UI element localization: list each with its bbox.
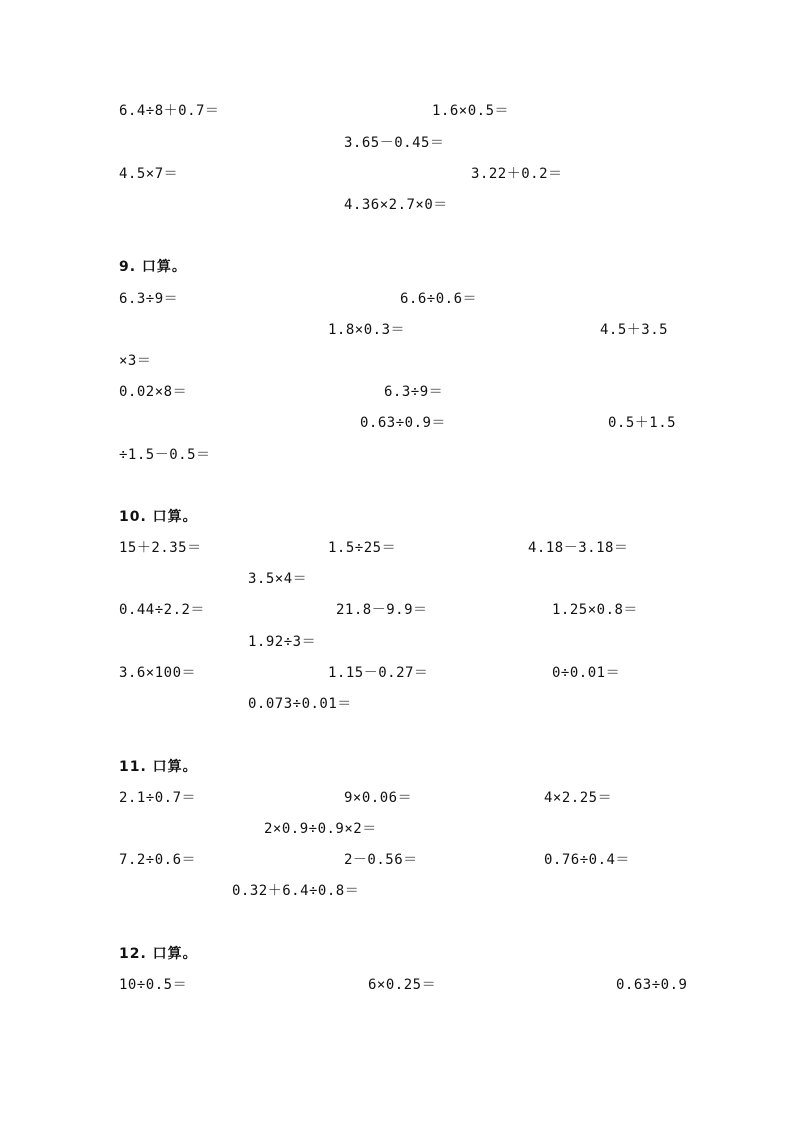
problem: 4×2.25＝: [544, 790, 613, 806]
problem: 15＋2.35＝: [119, 540, 202, 556]
problem: 6×0.25＝: [368, 977, 437, 993]
problem: 2－0.56＝: [344, 852, 418, 868]
problem: 0.32＋6.4÷0.8＝: [232, 883, 360, 899]
problem: 3.6×100＝: [119, 665, 197, 681]
problem: 1.92÷3＝: [248, 634, 317, 650]
section-heading: 11. 口算。: [119, 759, 198, 775]
problem: 0.5＋1.5: [608, 415, 677, 431]
section-heading: 10. 口算。: [119, 509, 198, 525]
problem: 4.36×2.7×0＝: [344, 197, 448, 213]
problem: 0.44÷2.2＝: [119, 602, 205, 618]
problem: 0.073÷0.01＝: [248, 696, 352, 712]
problem: 4.5×7＝: [119, 166, 179, 182]
problem: 6.3÷9＝: [384, 384, 444, 400]
problem: 0÷0.01＝: [552, 665, 621, 681]
problem: 0.02×8＝: [119, 384, 188, 400]
problem: 6.3÷9＝: [119, 291, 179, 307]
problem: 4.5＋3.5: [600, 322, 669, 338]
section-heading: 12. 口算。: [119, 946, 198, 962]
problem: 7.2÷0.6＝: [119, 852, 197, 868]
problem: 0.76÷0.4＝: [544, 852, 630, 868]
problem: 6.6÷0.6＝: [400, 291, 478, 307]
problem: 1.5÷25＝: [328, 540, 397, 556]
problem: 4.18－3.18＝: [528, 540, 629, 556]
problem: 6.4÷8＋0.7＝: [119, 103, 220, 119]
section-heading: 9. 口算。: [119, 259, 187, 275]
problem: 1.6×0.5＝: [432, 103, 510, 119]
problem: 2×0.9÷0.9×2＝: [264, 821, 377, 837]
problem: 1.15－0.27＝: [328, 665, 429, 681]
problem: 1.8×0.3＝: [328, 322, 406, 338]
problem: ÷1.5－0.5＝: [119, 447, 211, 463]
problem: 0.63÷0.9: [616, 977, 688, 993]
problem: 0.63÷0.9＝: [360, 415, 446, 431]
problem: 3.22＋0.2＝: [471, 166, 563, 182]
problem: ×3＝: [119, 353, 152, 369]
problem: 3.5×4＝: [248, 571, 308, 587]
problem: 10÷0.5＝: [119, 977, 188, 993]
problem: 2.1÷0.7＝: [119, 790, 197, 806]
problem: 21.8－9.9＝: [336, 602, 428, 618]
problem: 1.25×0.8＝: [552, 602, 638, 618]
problem: 9×0.06＝: [344, 790, 413, 806]
problem: 3.65－0.45＝: [344, 135, 445, 151]
